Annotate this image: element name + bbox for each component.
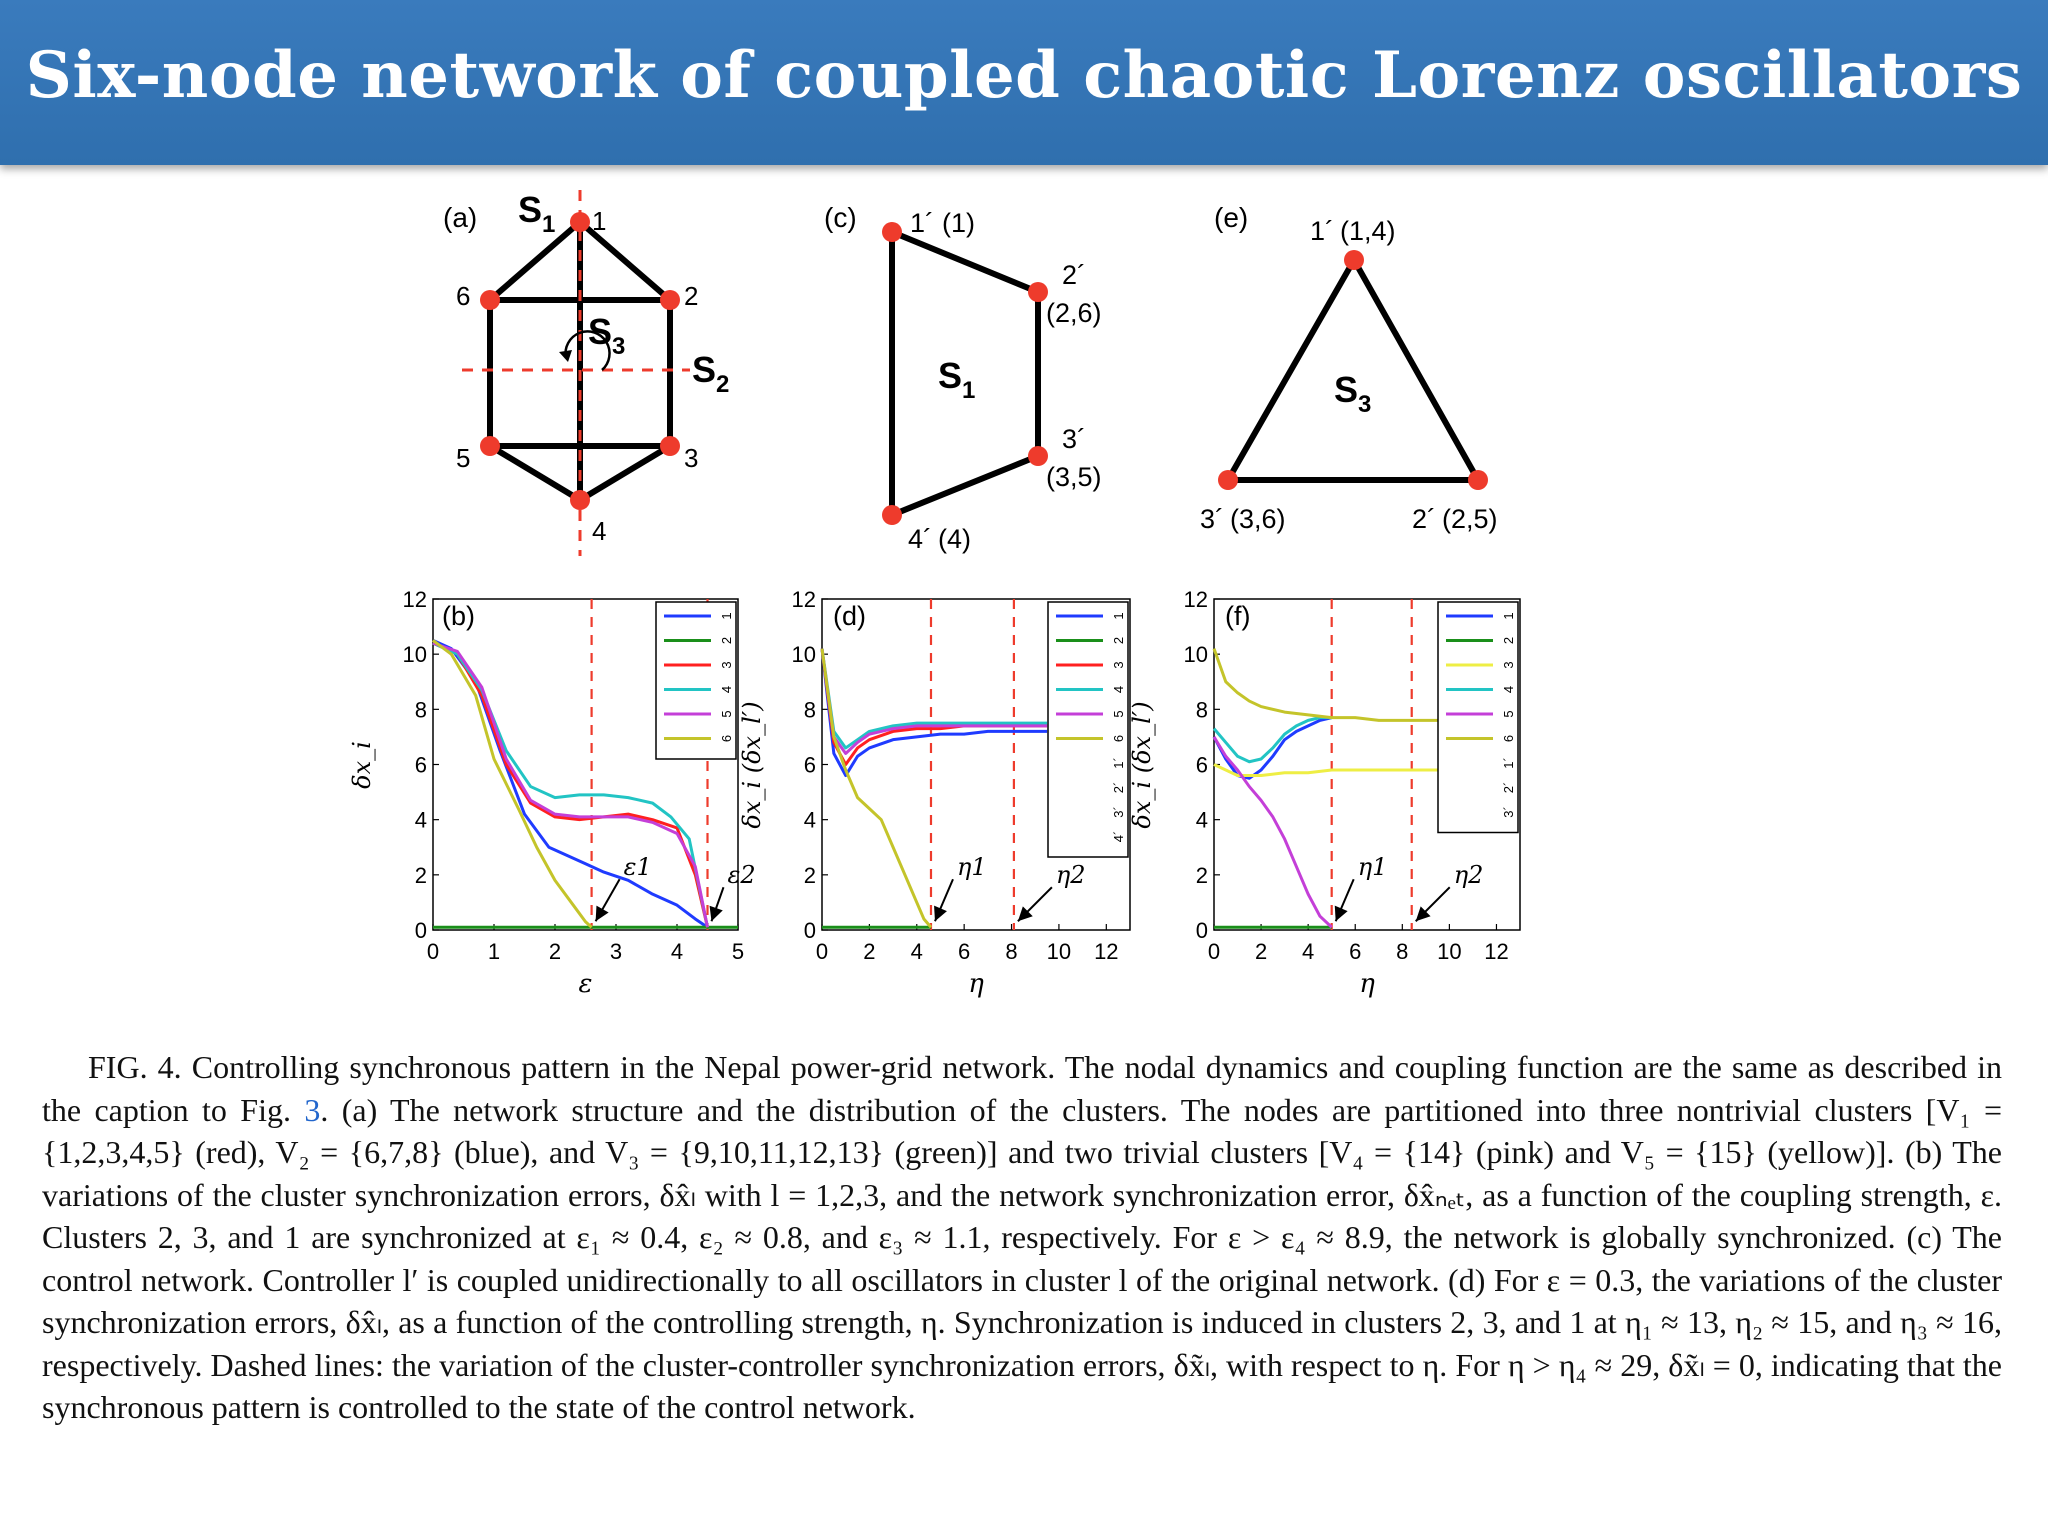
- plot-f: [1128, 587, 1520, 999]
- x-tick-label: 2: [1254, 939, 1268, 964]
- node-label-2: 2: [684, 281, 699, 311]
- symmetry-s2-label: $S_2$: [692, 349, 730, 398]
- legend-entry: 3: [1111, 661, 1126, 669]
- y-tick-label: 6: [1195, 752, 1208, 778]
- x-tick-label: 6: [958, 939, 971, 964]
- symmetry-s1-label: $S_1$: [518, 189, 556, 238]
- y-tick-label: 4: [1195, 807, 1208, 833]
- y-tick-label: 8: [803, 697, 816, 723]
- y-axis-label: δx_i (δx_l′): [738, 701, 766, 829]
- y-tick-label: 12: [791, 587, 816, 612]
- y-tick-label: 8: [1195, 697, 1208, 723]
- figure-caption: [42, 1046, 2002, 1429]
- plot-b: [348, 587, 756, 999]
- y-tick-label: 10: [1183, 642, 1208, 668]
- y-tick-label: 4: [414, 807, 427, 833]
- controller-tag-2: (2,6): [1046, 298, 1102, 328]
- x-tick-label: 4: [670, 939, 684, 964]
- panel-c-control-network: [824, 202, 1102, 554]
- x-tick-label: 4: [910, 939, 923, 964]
- legend-entry: 6: [1501, 734, 1516, 743]
- y-tick-label: 6: [803, 752, 816, 778]
- x-axis-label: η: [968, 969, 984, 999]
- x-tick-label: 1: [487, 939, 501, 964]
- controller-label-3: 3´: [1062, 424, 1087, 454]
- legend-entry: 2: [1501, 636, 1516, 645]
- legend-entry: 6: [1111, 734, 1126, 743]
- node-label-5: 5: [456, 443, 471, 473]
- node-label-6: 6: [456, 281, 471, 311]
- plot-d: [738, 587, 1130, 999]
- y-tick-label: 8: [414, 697, 427, 723]
- x-tick-label: 10: [1046, 939, 1072, 964]
- legend-entry: 3: [719, 661, 734, 669]
- panel-c-symmetry-label: $S_1$: [938, 355, 976, 404]
- legend-entry: 1´: [1111, 757, 1126, 769]
- y-tick-label: 2: [803, 862, 816, 888]
- x-axis-label: ε: [578, 969, 593, 999]
- y-tick-label: 10: [791, 642, 816, 668]
- y-tick-label: 4: [803, 807, 816, 833]
- figure-3-link[interactable]: 3: [304, 1091, 321, 1128]
- panel-e-symmetry-label: $S_3$: [1334, 369, 1372, 418]
- legend-entry: 2: [1111, 636, 1126, 645]
- legend-entry: 1: [1111, 612, 1126, 620]
- legend-entry: 3´: [1111, 806, 1126, 818]
- caption-text: FIG. 4. Controlling synchronous pattern in the Nepal power-grid network. The nodal dynamics and coupling function are the same as described in the caption to Fig. 3. (a) The network structure and the distribution of the clusters. The nodes are partitioned into three nontrivial clusters [V₁ = {1,2,3,4,5} (red), V₂ = {6,7,8} (blue), and V₃ = {9,10,11,12,13} (green)] and two trivial clusters [V₄ = {14} (pink) and V₅ = {15} (yellow)]. (b) The variations of the cluster synchronization errors, δx̂ₗ with l = 1,2,3, and the network synchronization error, δx̂ₙₑₜ, as a function of the coupling strength, ε. Clusters 2, 3, and 1 are synchronized at ε₁ ≈ 0.4, ε₂ ≈ 0.8, and ε₃ ≈ 1.1, respectively. For ε > ε₄ ≈ 8.9, the network is globally synchronized. (c) The control network. Controller l′ is coupled unidirectionally to all oscillators in cluster l of the original network. (d) For ε = 0.3, the variations of the cluster synchronization errors, δx̂ₗ, as a function of the controlling strength, η. Synchronization is induced in clusters 2, 3, and 1 at η₁ ≈ 13, η₂ ≈ 15, and η₃ ≈ 16, respectively. Dashed lines: the variation of the cluster-controller synchronization errors, δx̃ₗ, with respect to η. For η > η₄ ≈ 29, δx̃ₗ = 0, indicating that the synchronous pattern is controlled to the state of the control network.: [42, 1049, 2003, 1425]
- legend-entry: 5: [1111, 710, 1126, 718]
- y-axis-label: δx_i: [348, 741, 376, 789]
- x-tick-label: 8: [1005, 939, 1018, 964]
- y-tick-label: 12: [402, 587, 427, 612]
- y-tick-label: 10: [402, 642, 427, 668]
- x-tick-label: 2: [863, 939, 876, 964]
- y-axis-label: δx_i (δx_l′): [1128, 701, 1156, 829]
- legend-entry: 4: [719, 685, 734, 694]
- y-tick-label: 12: [1183, 587, 1208, 612]
- panel-e-label: (e): [1214, 202, 1249, 233]
- legend-entry: 3: [1501, 661, 1516, 669]
- y-tick-label: 0: [1195, 918, 1208, 943]
- x-tick-label: 8: [1396, 939, 1409, 964]
- threshold-label: ε2: [727, 861, 756, 890]
- legend-entry: 6: [719, 734, 734, 743]
- legend-entry: 4: [1501, 685, 1516, 694]
- panel-e-reduced-network: [1200, 202, 1498, 534]
- threshold-label: η2: [1453, 861, 1484, 890]
- reduced-node-label-3: 3´ (3,6): [1200, 504, 1286, 534]
- x-tick-label: 2: [548, 939, 562, 964]
- controller-label-2: 2´: [1062, 260, 1087, 290]
- node-label-4: 4: [592, 516, 607, 546]
- legend-entry: 1´: [1501, 757, 1516, 769]
- x-tick-label: 12: [1094, 939, 1119, 964]
- controller-tag-3: (3,5): [1046, 462, 1102, 492]
- legend-entry: 5: [719, 710, 734, 718]
- legend-entry: 2´: [1111, 781, 1126, 794]
- node-label-1: 1: [592, 206, 607, 236]
- legend-entry: 1: [719, 612, 734, 620]
- panel-label: (f): [1225, 601, 1251, 631]
- x-tick-label: 0: [426, 939, 440, 964]
- x-tick-label: 0: [1207, 939, 1221, 964]
- legend-entry: 4´: [1111, 830, 1126, 843]
- panel-a-network-diagram: [443, 189, 729, 556]
- legend-entry: 2: [719, 636, 734, 645]
- x-tick-label: 12: [1484, 939, 1509, 964]
- reduced-node-label-2: 2´ (2,5): [1412, 504, 1498, 534]
- x-tick-label: 0: [815, 939, 829, 964]
- legend-entry: 5: [1501, 710, 1516, 718]
- legend-entry: 3´: [1501, 806, 1516, 818]
- x-tick-label: 4: [1302, 939, 1315, 964]
- controller-label-4: 4´ (4): [908, 524, 972, 554]
- controller-label-1: 1´ (1): [910, 208, 976, 238]
- reduced-node-label-1: 1´ (1,4): [1310, 216, 1396, 246]
- panel-c-label: (c): [824, 202, 857, 233]
- symmetry-s3-label: $S_3$: [588, 311, 626, 360]
- slide-title: Six-node network of coupled chaotic Lorenz oscillators: [25, 38, 2023, 113]
- threshold-label: ε1: [623, 853, 652, 882]
- y-tick-label: 2: [1195, 862, 1208, 888]
- y-tick-label: 0: [803, 918, 816, 943]
- node-label-3: 3: [684, 443, 699, 473]
- legend-entry: 1: [1501, 612, 1516, 620]
- x-tick-label: 5: [731, 939, 745, 964]
- x-axis-label: η: [1359, 969, 1375, 999]
- y-tick-label: 2: [414, 862, 427, 888]
- legend-entry: 2´: [1501, 781, 1516, 794]
- x-tick-label: 10: [1437, 939, 1462, 964]
- y-tick-label: 6: [414, 752, 427, 778]
- x-tick-label: 6: [1349, 939, 1362, 964]
- y-tick-label: 0: [414, 918, 427, 943]
- threshold-label: η1: [956, 853, 987, 882]
- threshold-label: η1: [1357, 853, 1388, 882]
- panel-label: (d): [833, 601, 866, 631]
- line-plots: [348, 587, 1520, 999]
- panel-a-label: (a): [443, 202, 478, 233]
- x-tick-label: 3: [609, 939, 623, 964]
- threshold-label: η2: [1055, 861, 1086, 890]
- panel-label: (b): [442, 601, 475, 631]
- legend-entry: 4: [1111, 685, 1126, 694]
